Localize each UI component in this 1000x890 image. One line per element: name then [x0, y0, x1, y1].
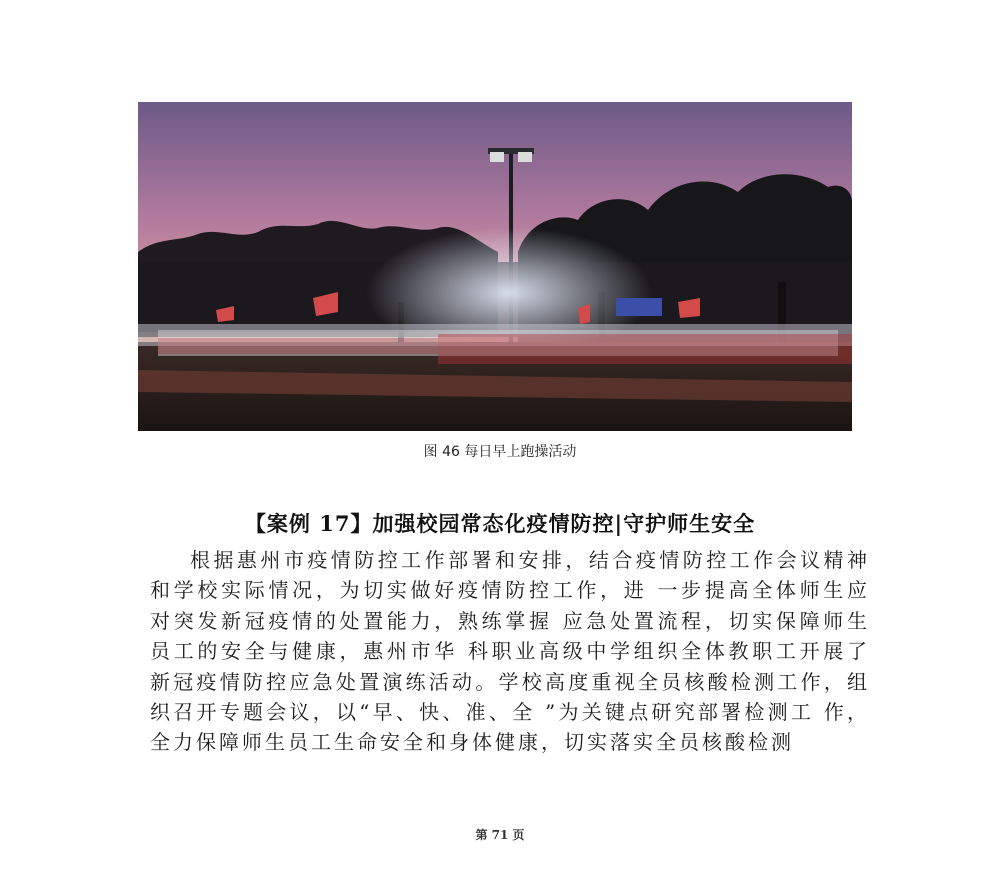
case-paragraph: 根据惠州市疫情防控工作部署和安排，结合疫情防控工作会议精神和学校实际情况，为切实做好疫情防控工作，进 一步提高全体师生应对突发新冠疫情的处置能力，熟练掌握 应急处置流程，切实保障师生员工的安全与健康，惠州市华 科职业高级中学组织全体教职工开展了新冠疫情防控应急处置演练活动。学校高度重视全员核酸检测工作，组织召开专题会议，以“早、快、准、全 ”为关键点研究部署检测工 作，全力保障师生员工生命安全和身体健康，切实落实全员核酸检测: [150, 548, 870, 755]
page-number: 第 71 页: [475, 828, 525, 842]
figure-photo: [138, 102, 852, 431]
figure-caption: 图 46 每日早上跑操活动: [423, 444, 577, 460]
morning-run-photo: [138, 102, 852, 431]
case-heading: 【案例 17】加强校园常态化疫情防控|守护师生安全: [244, 511, 756, 536]
